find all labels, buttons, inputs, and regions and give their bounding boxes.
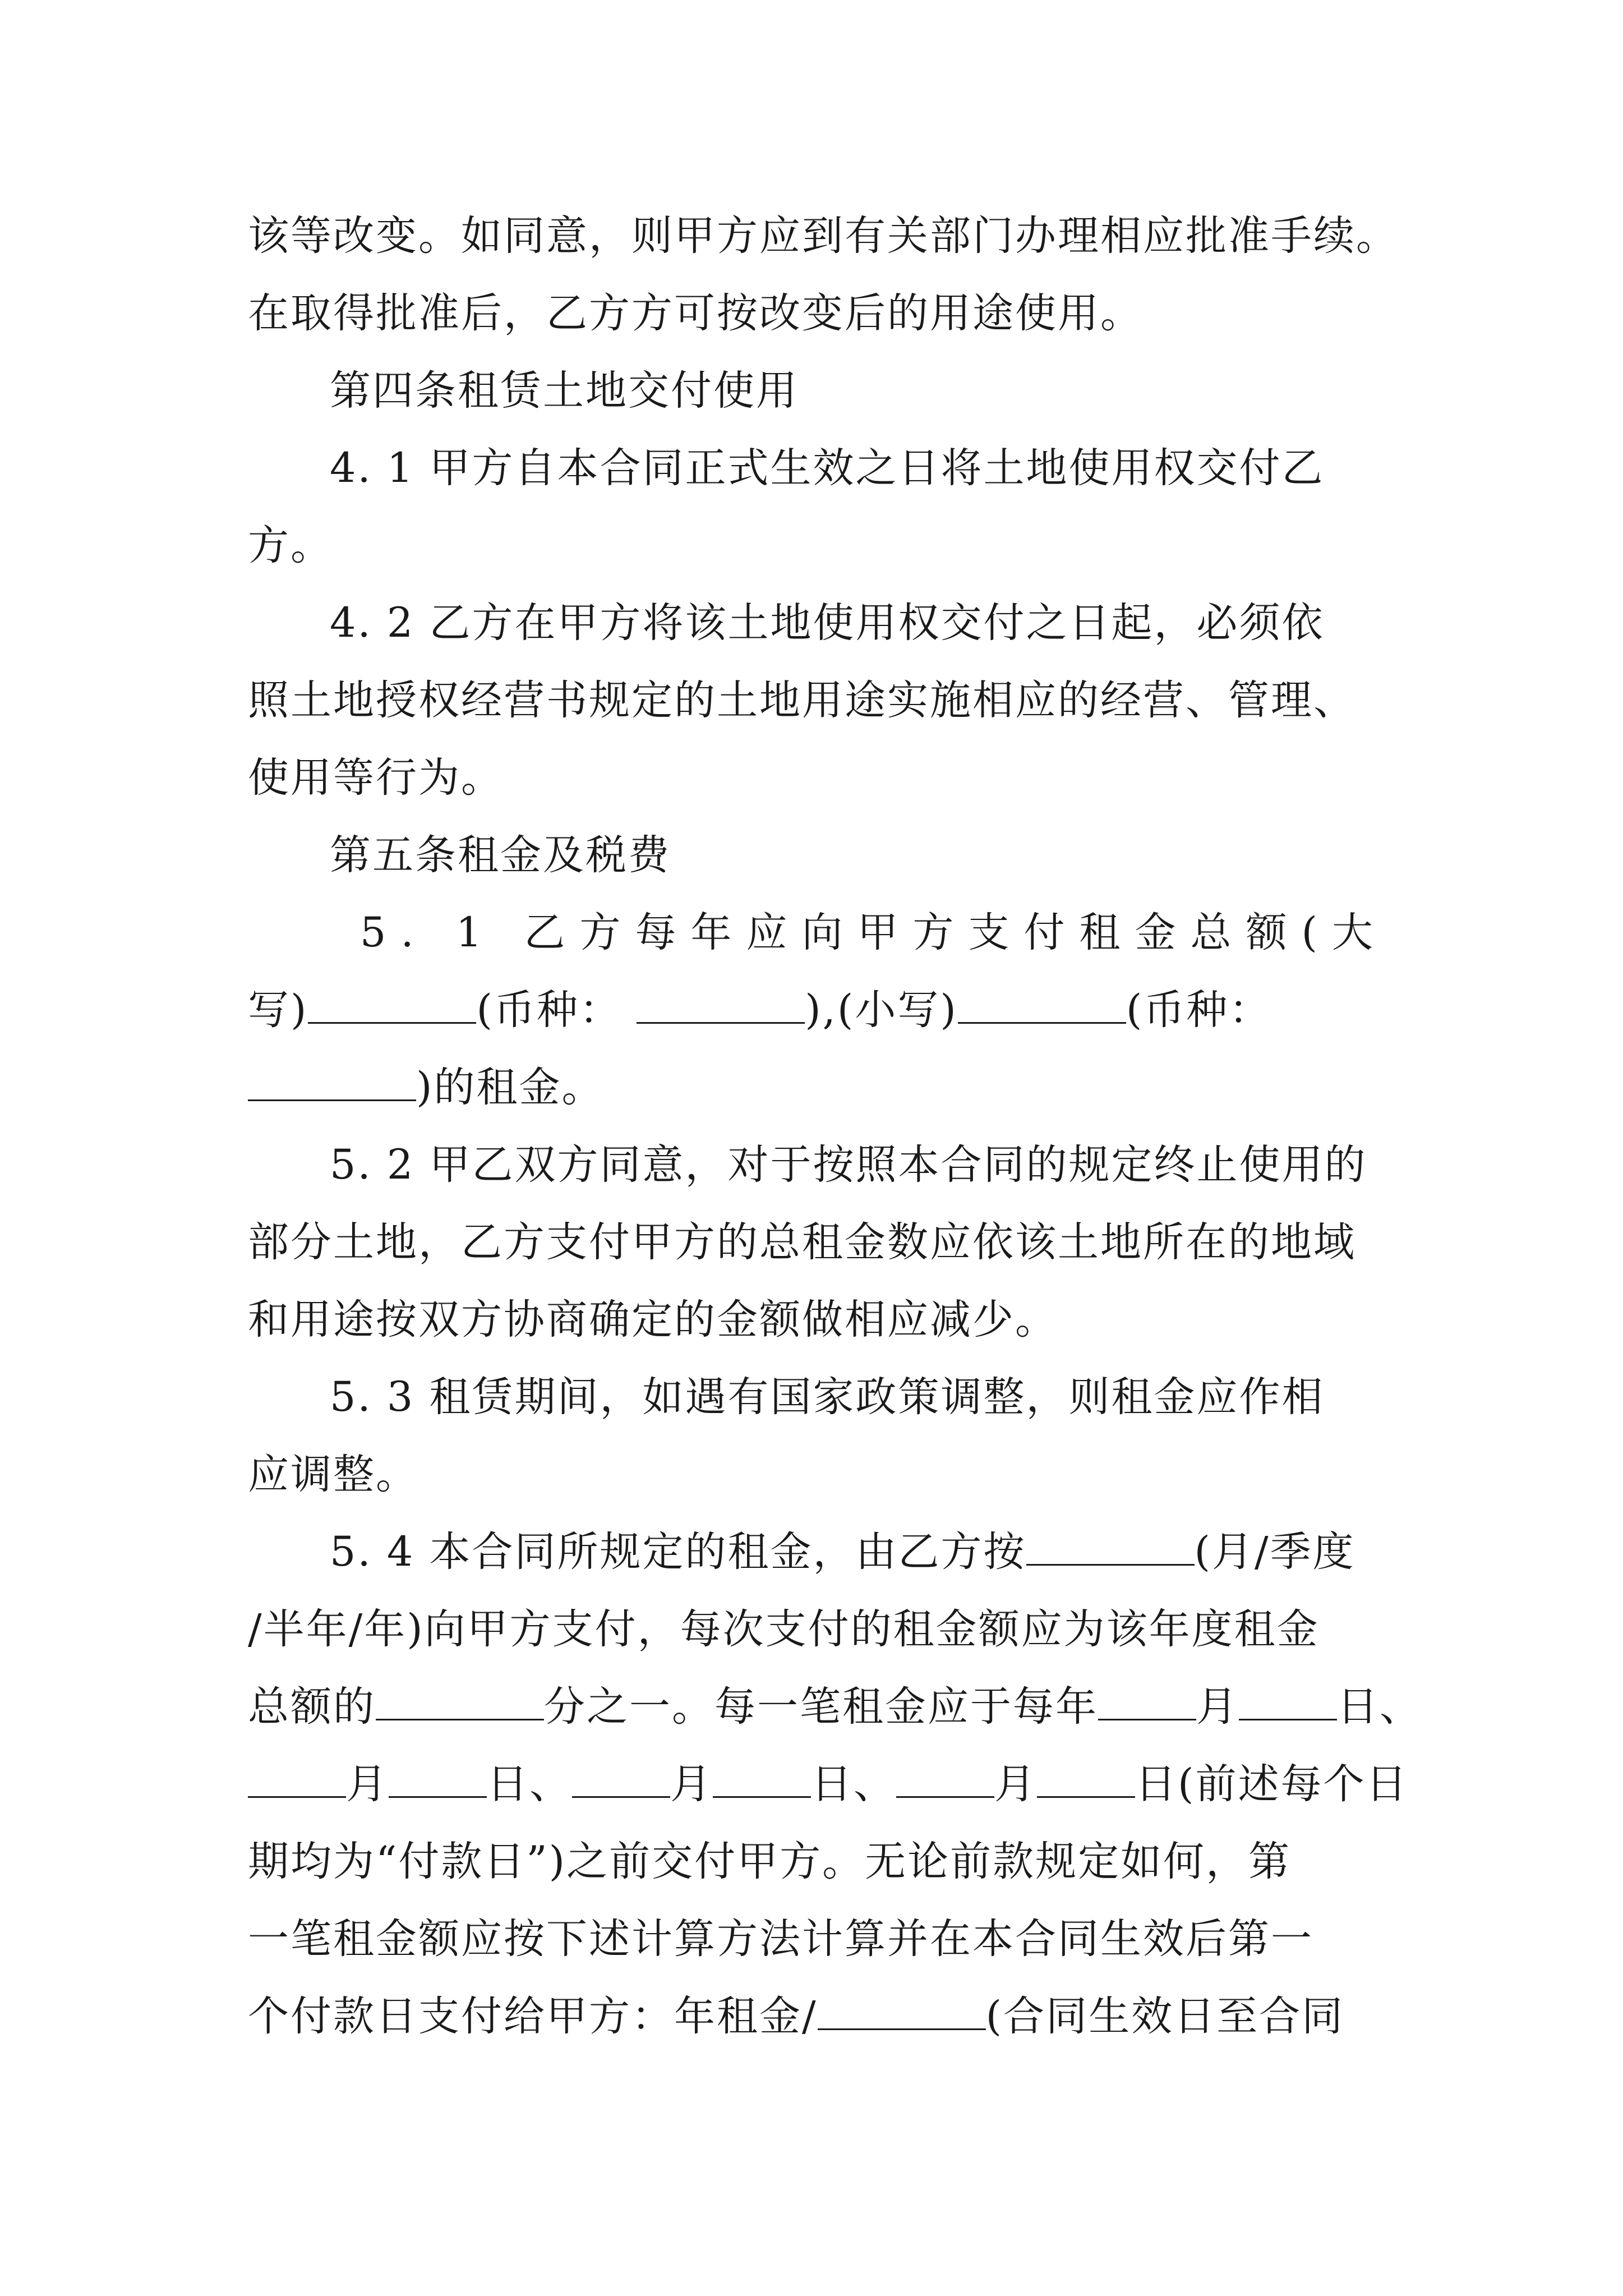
text-line	[248, 1823, 1392, 1901]
text-line	[248, 739, 1392, 817]
text-line	[248, 972, 1392, 1049]
text-line	[248, 507, 1392, 585]
blank-field[interactable]	[958, 988, 1126, 1024]
line-text: 月	[670, 1760, 713, 1808]
line-text: 应调整。	[248, 1451, 418, 1498]
line-text: 期均为“付款日”)之前交付甲方。无论前款规定如何，第	[248, 1838, 1292, 1885]
text-line	[248, 1978, 1392, 2055]
blank-field[interactable]	[248, 1763, 346, 1798]
line-text: 日、	[811, 1760, 896, 1808]
line-text: 使用等行为。	[248, 754, 504, 802]
blank-field[interactable]	[376, 1685, 544, 1720]
clause-5-4	[248, 1513, 1392, 1591]
line-text: 日、	[487, 1760, 572, 1808]
line-text: ),(小写)	[805, 986, 958, 1034]
line-text: 月	[346, 1760, 389, 1808]
text-line	[248, 1049, 1392, 1126]
line-text: 日、	[1337, 1683, 1422, 1731]
text-line	[248, 1204, 1392, 1281]
line-text: 4. 2 乙方在甲方将该土地使用权交付之日起，必须依	[330, 599, 1325, 647]
blank-field[interactable]	[637, 988, 805, 1024]
line-text: (月/季度	[1194, 1528, 1355, 1576]
text-line	[248, 1436, 1392, 1513]
text-line	[248, 1668, 1422, 1746]
heading-text: 第五条租金及税费	[330, 831, 671, 879]
blank-field[interactable]	[1037, 1763, 1135, 1798]
line-text: 在取得批准后，乙方方可按改变后的用途使用。	[248, 289, 1143, 337]
line-text: 总额的	[248, 1683, 376, 1731]
blank-field[interactable]	[308, 988, 476, 1024]
blank-field[interactable]	[896, 1763, 994, 1798]
article-4-heading	[248, 352, 1392, 430]
line-text: (币种：	[476, 986, 622, 1034]
text-line	[248, 275, 1392, 352]
article-5-heading	[248, 817, 1392, 894]
line-text: 月	[994, 1760, 1037, 1808]
line-text: 日(前述每个日	[1135, 1760, 1409, 1808]
clause-5-3	[248, 1359, 1392, 1436]
text-line	[248, 1901, 1392, 1978]
blank-field[interactable]	[1239, 1685, 1337, 1720]
line-text: (币种：	[1126, 986, 1272, 1034]
line-text: (合同生效日至合同	[985, 1993, 1345, 2040]
clause-5-1	[248, 894, 1392, 972]
blank-field[interactable]	[713, 1763, 811, 1798]
clause-5-2	[248, 1126, 1392, 1204]
line-text: 4. 1 甲方自本合同正式生效之日将土地使用权交付乙	[330, 444, 1325, 492]
text-line	[248, 662, 1392, 739]
line-text: 5. 3 租赁期间，如遇有国家政策调整，则租金应作相	[330, 1373, 1325, 1421]
clause-4-1	[248, 430, 1392, 507]
line-text: 写)	[248, 986, 308, 1034]
line-text: 月	[1196, 1683, 1239, 1731]
line-text: 该等改变。如同意，则甲方应到有关部门办理相应批准手续。	[248, 212, 1399, 260]
line-text: 一笔租金额应按下述计算方法计算并在本合同生效后第一	[248, 1915, 1313, 1963]
blank-field[interactable]	[1098, 1685, 1196, 1720]
contract-text	[248, 197, 1422, 2055]
line-text: 和用途按双方协商确定的金额做相应减少。	[248, 1296, 1058, 1343]
line-text: 方。	[248, 522, 333, 569]
clause-4-2	[248, 585, 1392, 662]
blank-field[interactable]	[248, 1066, 416, 1101]
line-text: 5. 1 乙方每年应向甲方支付租金总额(大	[360, 909, 1387, 956]
text-line	[248, 1591, 1392, 1668]
line-text: 分之一。每一笔租金应于每年	[544, 1683, 1098, 1731]
line-text: 5. 2 甲乙双方同意，对于按照本合同的规定终止使用的	[330, 1141, 1367, 1189]
blank-field[interactable]	[389, 1763, 487, 1798]
blank-field[interactable]	[1026, 1530, 1195, 1566]
text-line	[248, 197, 1399, 275]
text-line	[248, 1281, 1392, 1359]
line-text: 部分土地，乙方支付甲方的总租金数应依该土地所在的地域	[248, 1218, 1356, 1266]
line-text: 5. 4 本合同所规定的租金，由乙方按	[330, 1528, 1026, 1576]
text-line	[248, 1746, 1409, 1823]
heading-text: 第四条租赁土地交付使用	[330, 367, 799, 415]
line-text: )的租金。	[416, 1064, 605, 1111]
line-text: 个付款日支付给甲方：年租金/	[248, 1993, 818, 2040]
line-text: /半年/年)向甲方支付，每次支付的租金额应为该年度租金	[248, 1605, 1320, 1653]
blank-field[interactable]	[818, 1995, 986, 2030]
blank-field[interactable]	[572, 1763, 670, 1798]
line-text: 照土地授权经营书规定的土地用途实施相应的经营、管理、	[248, 677, 1356, 724]
